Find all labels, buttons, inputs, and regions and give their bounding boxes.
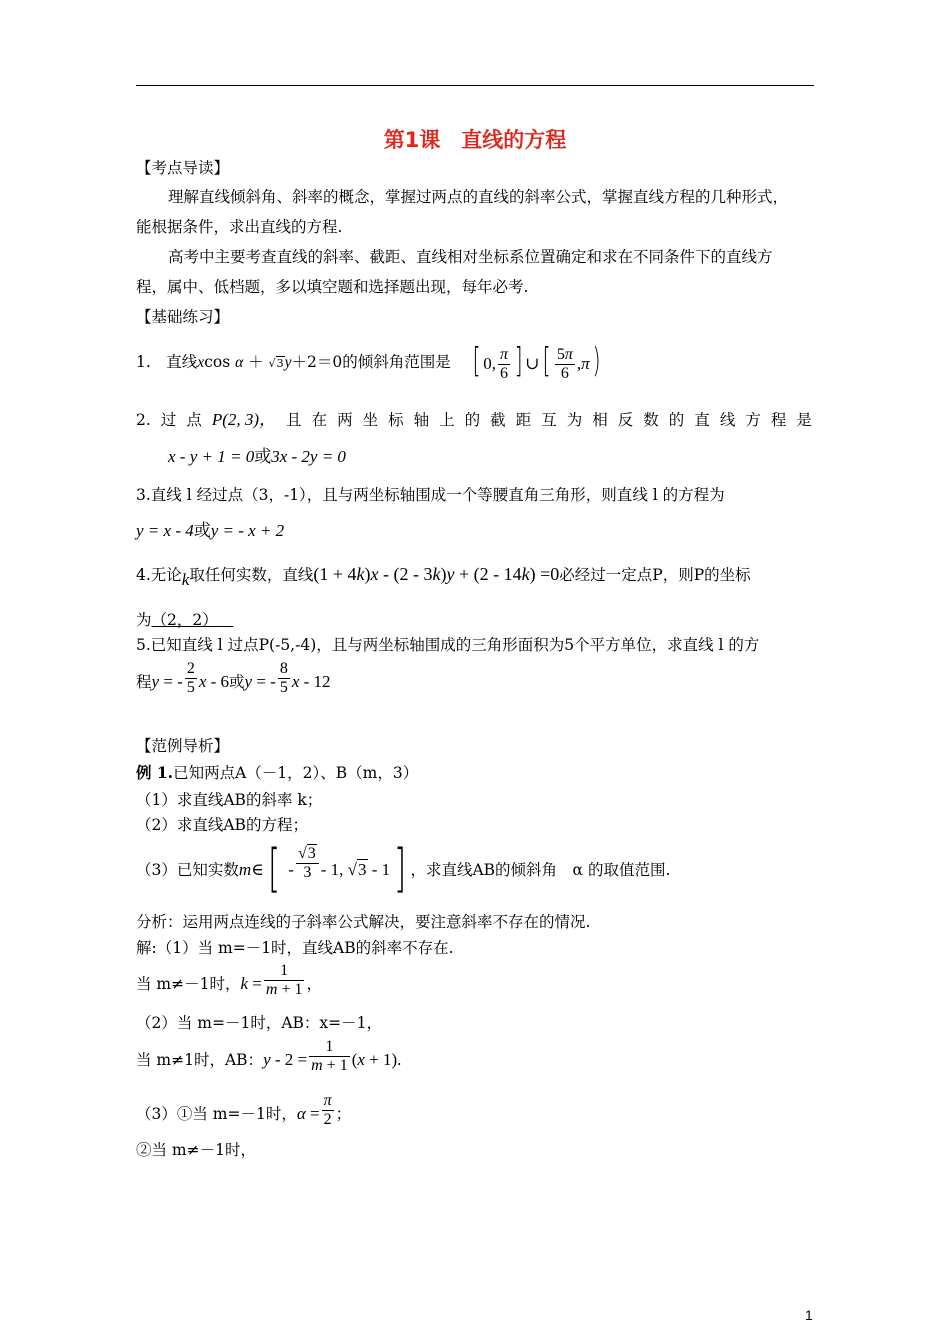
exercise-2-token: 距	[515, 411, 532, 429]
exercise-2-token: 标	[388, 411, 404, 429]
exercise-2-token: 反	[617, 411, 634, 429]
example-1-solution-5: （3）①当 m=－1时，α = $\frac{\pi}{2}$ ；	[136, 1092, 352, 1128]
exercise-4-answer-line: 为（2，2）	[136, 611, 218, 629]
example-1-part-3: （3）已知实数m∈[ - $\frac{√3}{3}$ - 1, √3 - 1] ，求直线AB的倾斜角 α 的取值范围.	[136, 839, 671, 899]
exercise-2-token: 两	[337, 411, 353, 429]
guide-paragraph-4: 程，属中、低档题，多以填空题和选择题出现，每年必考.	[136, 278, 529, 296]
exercise-2-token: 互	[541, 411, 557, 429]
example-1-solution-6: ②当 m≠－1时，	[136, 1141, 256, 1159]
exercise-3-answer: y = x - 4或y = - x + 2	[136, 521, 285, 540]
example-1-solution-3: （2）当 m=－1时，AB：x=－1，	[136, 1014, 383, 1032]
exercise-2-token: P(2, 3)，	[211, 410, 277, 429]
exercise-4: 4.无论k取任何实数，直线(1 + 4k)x - (2 - 3k)y + (2 - 14k) =0必经过一定点P，则P的坐标	[136, 564, 751, 589]
exercise-2-token: 方	[745, 411, 761, 429]
section-guide: 【考点导读】	[136, 159, 230, 177]
exercise-2-token: 线	[719, 411, 736, 429]
exercise-2-token: 2.	[136, 411, 151, 429]
exercise-2-token: 为	[566, 411, 583, 429]
example-1-solution-2: 当 m≠－1时，k = $\frac{1}{m + 1}$ ，	[136, 962, 322, 998]
exercise-1: 1. 直线xcos α ＋ √3y＋2＝0的倾斜角范围是	[136, 353, 451, 371]
exercise-1-text: 的倾斜角范围是	[342, 353, 451, 371]
exercise-2-answer: x - y + 1 = 0或3x - 2y = 0	[168, 447, 346, 466]
example-1-part-2: （2）求直线AB的方程；	[136, 816, 308, 834]
exercise-1-prefix: 1. 直线	[136, 353, 198, 371]
exercise-2-token: 过	[160, 411, 177, 429]
exercise-2-token: 在	[311, 411, 328, 429]
guide-paragraph-3: 高考中主要考查直线的斜率、截距、直线相对坐标系位置确定和求在不同条件下的直线方	[168, 248, 773, 266]
example-1-solution-4: 当 m≠1时，AB：y - 2 = $\frac{1}{m + 1}$ (x + 1).	[136, 1038, 402, 1074]
exercise-4-answer: （2，2）	[151, 611, 218, 629]
guide-paragraph-2: 能根据条件，求出直线的方程.	[136, 218, 343, 236]
exercise-1-formula: x	[197, 354, 205, 371]
lesson-title: 第1课 直线的方程	[383, 128, 567, 152]
page-number: 1	[805, 1307, 813, 1323]
exercise-2	[136, 410, 812, 430]
section-examples: 【范例导析】	[136, 737, 230, 755]
exercise-2-token: 程	[770, 411, 787, 429]
exercise-2-token: 的	[668, 411, 685, 429]
exercise-2-token: 相	[592, 411, 608, 429]
exercise-3: 3.直线 l 经过点（3，-1），且与两坐标轴围成一个等腰直角三角形，则直线 l 的方程为	[136, 486, 725, 504]
section-basic: 【基础练习】	[136, 308, 230, 326]
exercise-2-token: 截	[490, 411, 506, 429]
exercise-2-token: 的	[464, 411, 481, 429]
exercise-2-token: 数	[643, 411, 659, 429]
exercise-2-token: 是	[796, 411, 812, 429]
example-1-solution-1: 解:（1）当 m=－1时，直线AB的斜率不存在.	[136, 939, 454, 957]
exercise-5-answer: 程y = - $\frac{2}{5}$ x - 6或y = - $\frac{8}{5}$ x - 12	[136, 660, 331, 696]
exercise-2-token: 上	[439, 411, 455, 429]
example-1-analysis: 分析：运用两点连线的子斜率公式解决，要注意斜率不存在的情况.	[136, 913, 591, 931]
exercise-2-token: 轴	[413, 411, 430, 429]
header-rule	[136, 85, 814, 86]
guide-paragraph-1: 理解直线倾斜角、斜率的概念，掌握过两点的直线的斜率公式，掌握直线方程的几种形式，	[168, 188, 789, 206]
example-1-stem: 例 1.已知两点A（－1，2）、B（m，3）	[136, 763, 419, 782]
exercise-2-token: 点	[186, 411, 202, 429]
exercise-2-token: 坐	[362, 411, 379, 429]
exercise-2-token: 且	[286, 411, 302, 429]
exercise-2-token: 直	[694, 411, 710, 429]
example-1-part-1: （1）求直线AB的斜率 k；	[136, 791, 323, 809]
exercise-5: 5.已知直线 l 过点P(-5,-4)，且与两坐标轴围成的三角形面积为5个平方单位，求直线 l 的方	[136, 636, 760, 654]
exercise-1-answer: [ 0, $\frac{\pi}{6}$ ] ∪[ $\frac{5\pi}{6}$ ,π)	[472, 341, 601, 382]
